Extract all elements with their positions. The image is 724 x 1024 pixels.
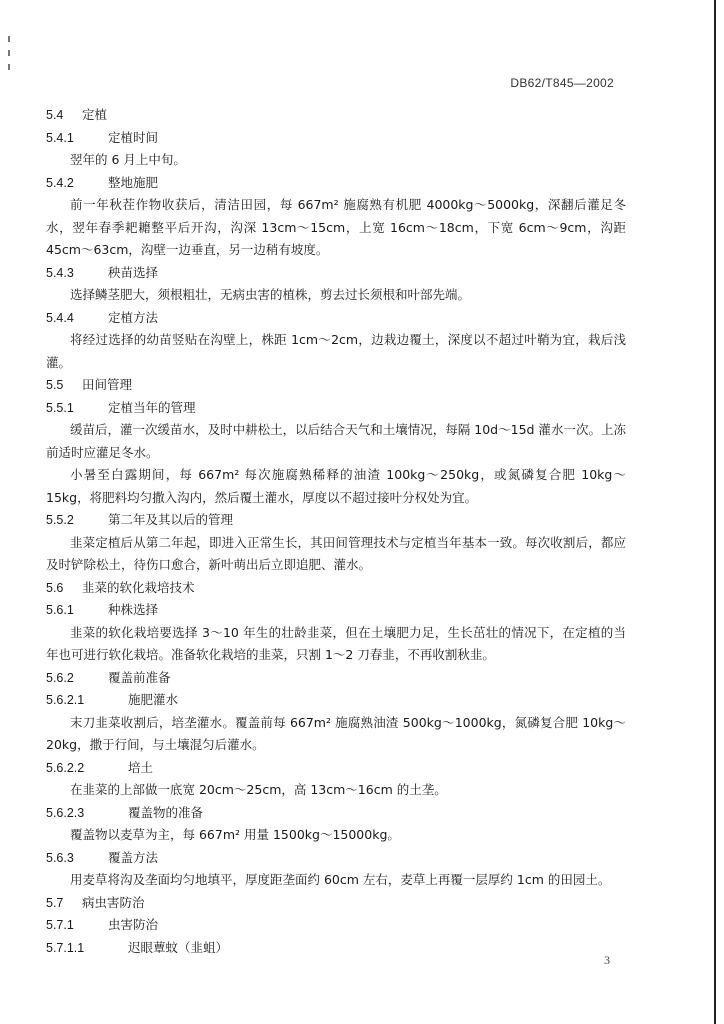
section-heading xyxy=(46,757,626,780)
section-heading xyxy=(46,892,626,915)
section-heading xyxy=(46,307,626,330)
section-title: 定植方法 xyxy=(108,309,159,325)
paragraph: 翌年的 6 月上中旬。 xyxy=(70,152,186,167)
section-title: 定植当年的管理 xyxy=(108,399,196,415)
section-number: 5.5.1 xyxy=(46,400,74,415)
section-title: 迟眼蕈蚊（韭蛆） xyxy=(128,939,229,955)
section-title: 覆盖物的准备 xyxy=(128,804,204,820)
section-number: 5.6.2.1 xyxy=(46,693,85,707)
section-title: 整地施肥 xyxy=(108,174,159,190)
section-heading xyxy=(46,127,626,150)
paragraph: 将经过选择的幼苗竖贴在沟壁上，株距 1cm～2cm，边栽边覆土，深度以不超过叶鞘为宜，栽后浅灌。 xyxy=(46,332,626,370)
section-number: 5.6.2 xyxy=(46,670,74,685)
section-number: 5.4 xyxy=(46,108,64,122)
section-title: 定植时间 xyxy=(108,129,159,145)
section-number: 5.4.4 xyxy=(46,310,74,325)
document-body xyxy=(46,104,626,959)
section-title: 种株选择 xyxy=(108,602,159,617)
section-heading xyxy=(46,802,626,825)
section-number: 5.4.3 xyxy=(46,265,74,280)
section-number: 5.4.1 xyxy=(46,130,74,145)
section-number: 5.6.1 xyxy=(46,603,74,617)
section-number: 5.4.2 xyxy=(46,175,74,190)
section-title: 培土 xyxy=(128,759,154,775)
section-heading xyxy=(46,397,626,420)
paragraph: 前一年秋茬作物收获后，清洁田园，每 667m² 施腐熟有机肥 4000kg～5000kg，深翻后灌足冬水，翌年春季耙耱整平后开沟，沟深 13cm～15cm，上宽 16cm～18cm，下宽 6cm～9cm，沟距 45cm～63cm，沟壁一边垂直，另一边稍有坡度。 xyxy=(46,197,626,257)
section-title: 施肥灌水 xyxy=(128,692,179,707)
section-heading xyxy=(46,577,626,600)
paragraph: 小暑至白露期间，每 667m² 每次施腐熟稀释的油渣 100kg～250kg，或氮磷复合肥 10kg～15kg，将肥料均匀撒入沟内，然后覆土灌水，厚度以不超过接叶分权处为宜。 xyxy=(46,467,626,505)
section-number: 5.7.1 xyxy=(46,918,74,932)
section-heading xyxy=(46,104,626,127)
paragraph: 在韭菜的上部做一底宽 20cm～25cm，高 13cm～16cm 的土垄。 xyxy=(70,782,447,797)
section-number: 5.5 xyxy=(46,378,64,392)
page-number: 3 xyxy=(604,953,610,967)
section-heading xyxy=(46,667,626,690)
section-number: 5.5.2 xyxy=(46,513,74,527)
scan-edge-line xyxy=(714,0,716,1024)
section-heading xyxy=(46,914,626,937)
section-title: 定植 xyxy=(82,107,108,122)
section-heading xyxy=(46,847,626,870)
section-heading xyxy=(46,937,626,960)
paragraph: 韭菜的软化栽培要选择 3～10 年生的壮龄韭菜，但在土壤肥力足，生长茁壮的情况下，在定植的当年也可进行软化栽培。准备软化栽培的韭菜，只割 1～2 刀春韭，不再收割秋韭。 xyxy=(46,624,626,662)
section-title: 虫害防治 xyxy=(108,917,159,932)
paragraph: 用麦草将沟及垄面均匀地填平，厚度距垄面约 60cm 左右，麦草上再覆一层厚约 1cm 的田园土。 xyxy=(70,872,611,887)
paragraph: 选择鳞茎肥大，须根粗壮，无病虫害的植株，剪去过长须根和叶部先端。 xyxy=(70,287,471,302)
section-title: 覆盖方法 xyxy=(108,849,159,865)
section-title: 秧苗选择 xyxy=(108,264,159,280)
section-heading xyxy=(46,509,626,532)
section-number: 5.6.3 xyxy=(46,850,74,865)
paragraph: 缓苗后，灌一次缓苗水，及时中耕松土，以后结合天气和土壤情况，每隔 10d～15d 灌水一次。上冻前适时应灌足冬水。 xyxy=(46,422,626,460)
section-number: 5.6.2.3 xyxy=(46,805,85,820)
section-heading xyxy=(46,689,626,712)
section-title: 覆盖前准备 xyxy=(108,669,171,685)
section-title: 病虫害防治 xyxy=(82,894,145,910)
section-number: 5.6.2.2 xyxy=(46,760,85,775)
section-number: 5.7 xyxy=(46,895,64,910)
standard-code: DB62/T845—2002 xyxy=(510,76,614,90)
paragraph: 韭菜定植后从第二年起，即进入正常生长，其田间管理技术与定植当年基本一致。每次收割后，都应及时铲除松土，待伤口愈合，新叶萌出后立即追肥、灌水。 xyxy=(46,534,626,572)
section-title: 第二年及其以后的管理 xyxy=(108,512,234,527)
section-title: 韭菜的软化栽培技术 xyxy=(82,579,195,595)
paragraph: 覆盖物以麦草为主，每 667m² 用量 1500kg～15000kg。 xyxy=(70,827,400,842)
section-heading xyxy=(46,374,626,397)
section-heading xyxy=(46,172,626,195)
section-heading xyxy=(46,262,626,285)
section-heading xyxy=(46,599,626,622)
paragraph: 末刀韭菜收割后，培垄灌水。覆盖前每 667m² 施腐熟油渣 500kg～1000kg，氮磷复合肥 10kg～20kg，撒于行间，与土壤混匀后灌水。 xyxy=(46,714,626,752)
scan-margin-marks xyxy=(6,28,12,78)
section-number: 5.7.1.1 xyxy=(46,940,85,955)
section-title: 田间管理 xyxy=(82,377,133,392)
section-number: 5.6 xyxy=(46,580,64,595)
